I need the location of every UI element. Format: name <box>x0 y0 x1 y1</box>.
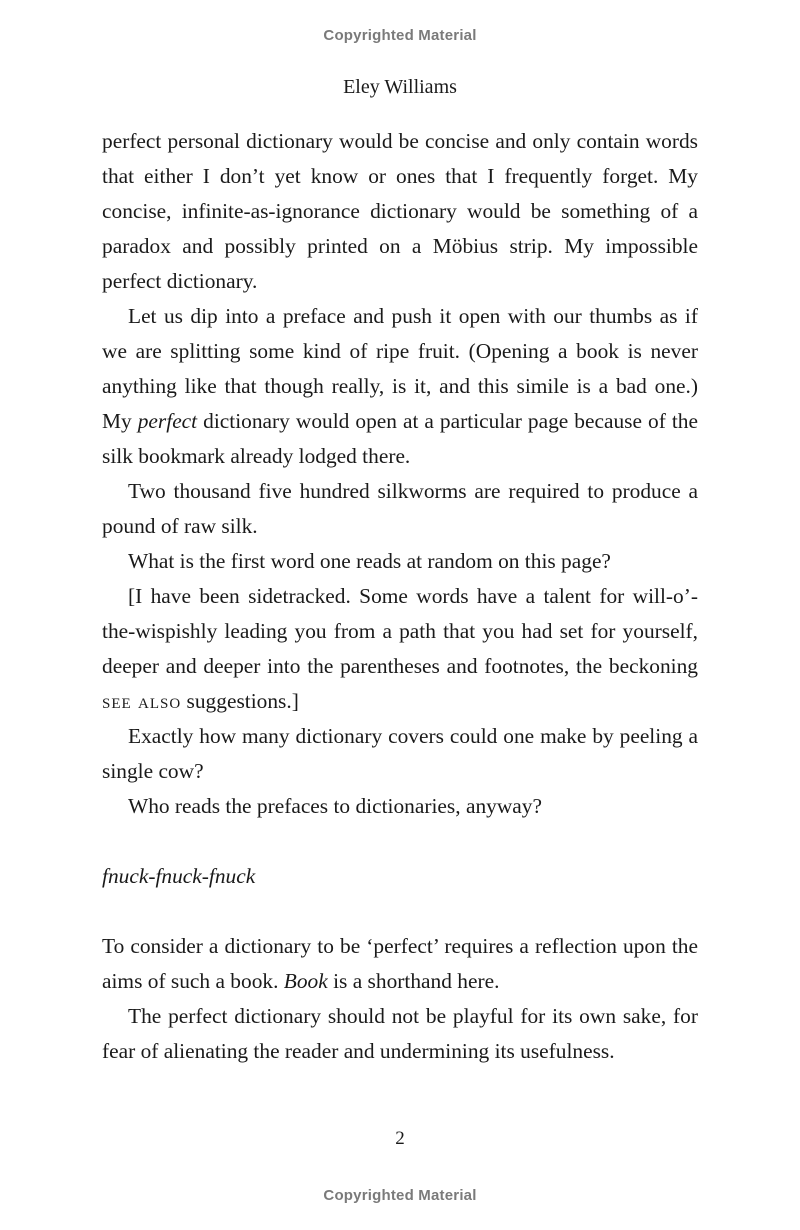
paragraph-text: suggestions.] <box>181 689 299 713</box>
copyright-watermark-top: Copyrighted Material <box>323 27 477 44</box>
paragraph-first-word: What is the first word one reads at random on this page? <box>128 549 611 573</box>
paragraph-text: Let us dip into a preface and push it open with our thumbs as if we are splitting some kind of ripe fruit. (Opening a book is never anything like that though really, is it, and this simile is a bad one.) My <box>102 304 698 433</box>
paragraph-text: [I have been sidetracked. Some words have a talent for will-o’-the-wispishly leading you from a path that you had set for yourself, deeper and deeper into the parentheses and footnotes, the beckoning <box>102 584 698 678</box>
paragraph-continuation: perfect personal dictionary would be concise and only contain words that either I don’t yet know or ones that I frequently forget. My concise, infinite-as-ignorance dictionary would be something of a paradox and possibly printed on a Möbius strip. My impossible perfect dictionary. <box>102 129 698 293</box>
paragraph-silkworms: Two thousand five hundred silkworms are required to produce a pound of raw silk. <box>102 479 698 538</box>
section-heading: fnuck-fnuck-fnuck <box>102 864 256 888</box>
body-text-block-2 <box>102 929 698 1069</box>
paragraph-cow: Exactly how many dictionary covers could one make by peeling a single cow? <box>102 724 698 783</box>
section-heading-block <box>102 859 698 894</box>
paragraph-text: To consider a dictionary to be ‘perfect’ requires a reflection upon the aims of such a book. <box>102 934 698 993</box>
page-number: 2 <box>395 1128 405 1149</box>
paragraph-text: is a shorthand here. <box>327 969 500 993</box>
copyright-watermark-bottom: Copyrighted Material <box>323 1187 477 1204</box>
paragraph-prefaces: Who reads the prefaces to dictionaries, anyway? <box>128 794 542 818</box>
paragraph-preface-fruit <box>102 299 698 474</box>
emphasis-book: Book <box>283 969 328 993</box>
paragraph-consider <box>102 929 698 999</box>
see-also-smallcaps: see also <box>102 689 182 713</box>
emphasis-perfect: perfect <box>137 409 198 433</box>
paragraph-sidetracked <box>102 579 698 719</box>
body-text-block <box>102 124 698 824</box>
paragraph-playful: The perfect dictionary should not be playful for its own sake, for fear of alienating the reader and undermining its usefulness. <box>102 1004 698 1063</box>
paragraph-text: dictionary would open at a particular page because of the silk bookmark already lodged there. <box>102 409 698 468</box>
running-head-author: Eley Williams <box>343 76 457 98</box>
